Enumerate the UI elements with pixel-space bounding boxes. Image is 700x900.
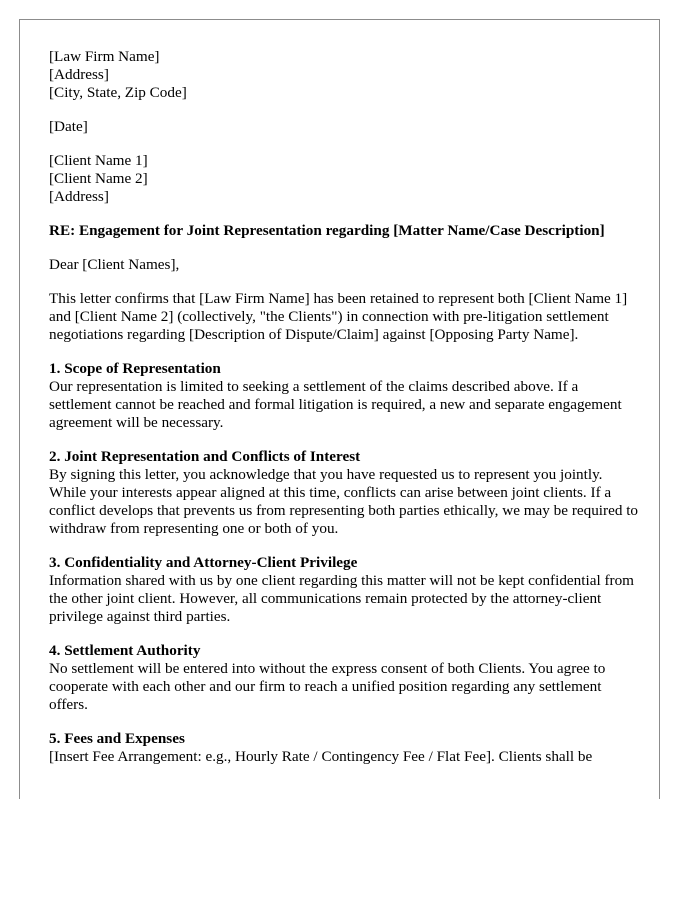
section-body: By signing this letter, you acknowledge that you have requested us to represent you jointly. While your interests appear aligned at this time, conflicts can arise between joint clients. If a conflict develops that prevents us from representing both parties ethically, we may be required to withdraw from representing one or both of you. <box>49 466 639 537</box>
client-name-2: [Client Name 2] <box>49 170 148 187</box>
client-address: [Address] <box>49 188 109 205</box>
section-title: 3. Confidentiality and Attorney-Client Privilege <box>49 554 358 571</box>
section-settlement-authority <box>49 642 639 714</box>
section-fees <box>49 730 639 766</box>
section-body: [Insert Fee Arrangement: e.g., Hourly Rate / Contingency Fee / Flat Fee]. Clients shall be <box>49 748 593 765</box>
firm-name: [Law Firm Name] <box>49 48 160 65</box>
section-confidentiality <box>49 554 639 626</box>
salutation: Dear [Client Names], <box>49 256 180 273</box>
firm-header <box>49 48 639 102</box>
section-title: 2. Joint Representation and Conflicts of Interest <box>49 448 361 465</box>
section-title: 4. Settlement Authority <box>49 642 201 659</box>
client-block <box>49 152 639 206</box>
letter-content <box>49 48 639 782</box>
section-body: Information shared with us by one client regarding this matter will not be kept confidential from the other joint client. However, all communications remain protected by the attorney-client privilege against third parties. <box>49 572 634 625</box>
firm-address: [Address] <box>49 66 109 83</box>
section-joint-representation <box>49 448 639 538</box>
re-line: RE: Engagement for Joint Representation regarding [Matter Name/Case Description] <box>49 222 605 239</box>
section-body: No settlement will be entered into without the express consent of both Clients. You agree to cooperate with each other and our firm to reach a unified position regarding any settlement offers. <box>49 660 606 713</box>
section-scope <box>49 360 639 432</box>
section-title: 1. Scope of Representation <box>49 360 221 377</box>
section-title: 5. Fees and Expenses <box>49 730 185 747</box>
letter-date: [Date] <box>49 118 88 135</box>
firm-city-state-zip: [City, State, Zip Code] <box>49 84 187 101</box>
client-name-1: [Client Name 1] <box>49 152 148 169</box>
intro-paragraph: This letter confirms that [Law Firm Name] has been retained to represent both [Client Name 1] and [Client Name 2] (collectively, "the Clients") in connection with pre-litigation settlement negotiations regarding [Description of Dispute/Claim] against [Opposing Party Name]. <box>49 290 628 343</box>
section-body: Our representation is limited to seeking a settlement of the claims described above. If a settlement cannot be reached and formal litigation is required, a new and separate engagement agreement will be necessary. <box>49 378 622 431</box>
letter-page <box>19 19 660 799</box>
